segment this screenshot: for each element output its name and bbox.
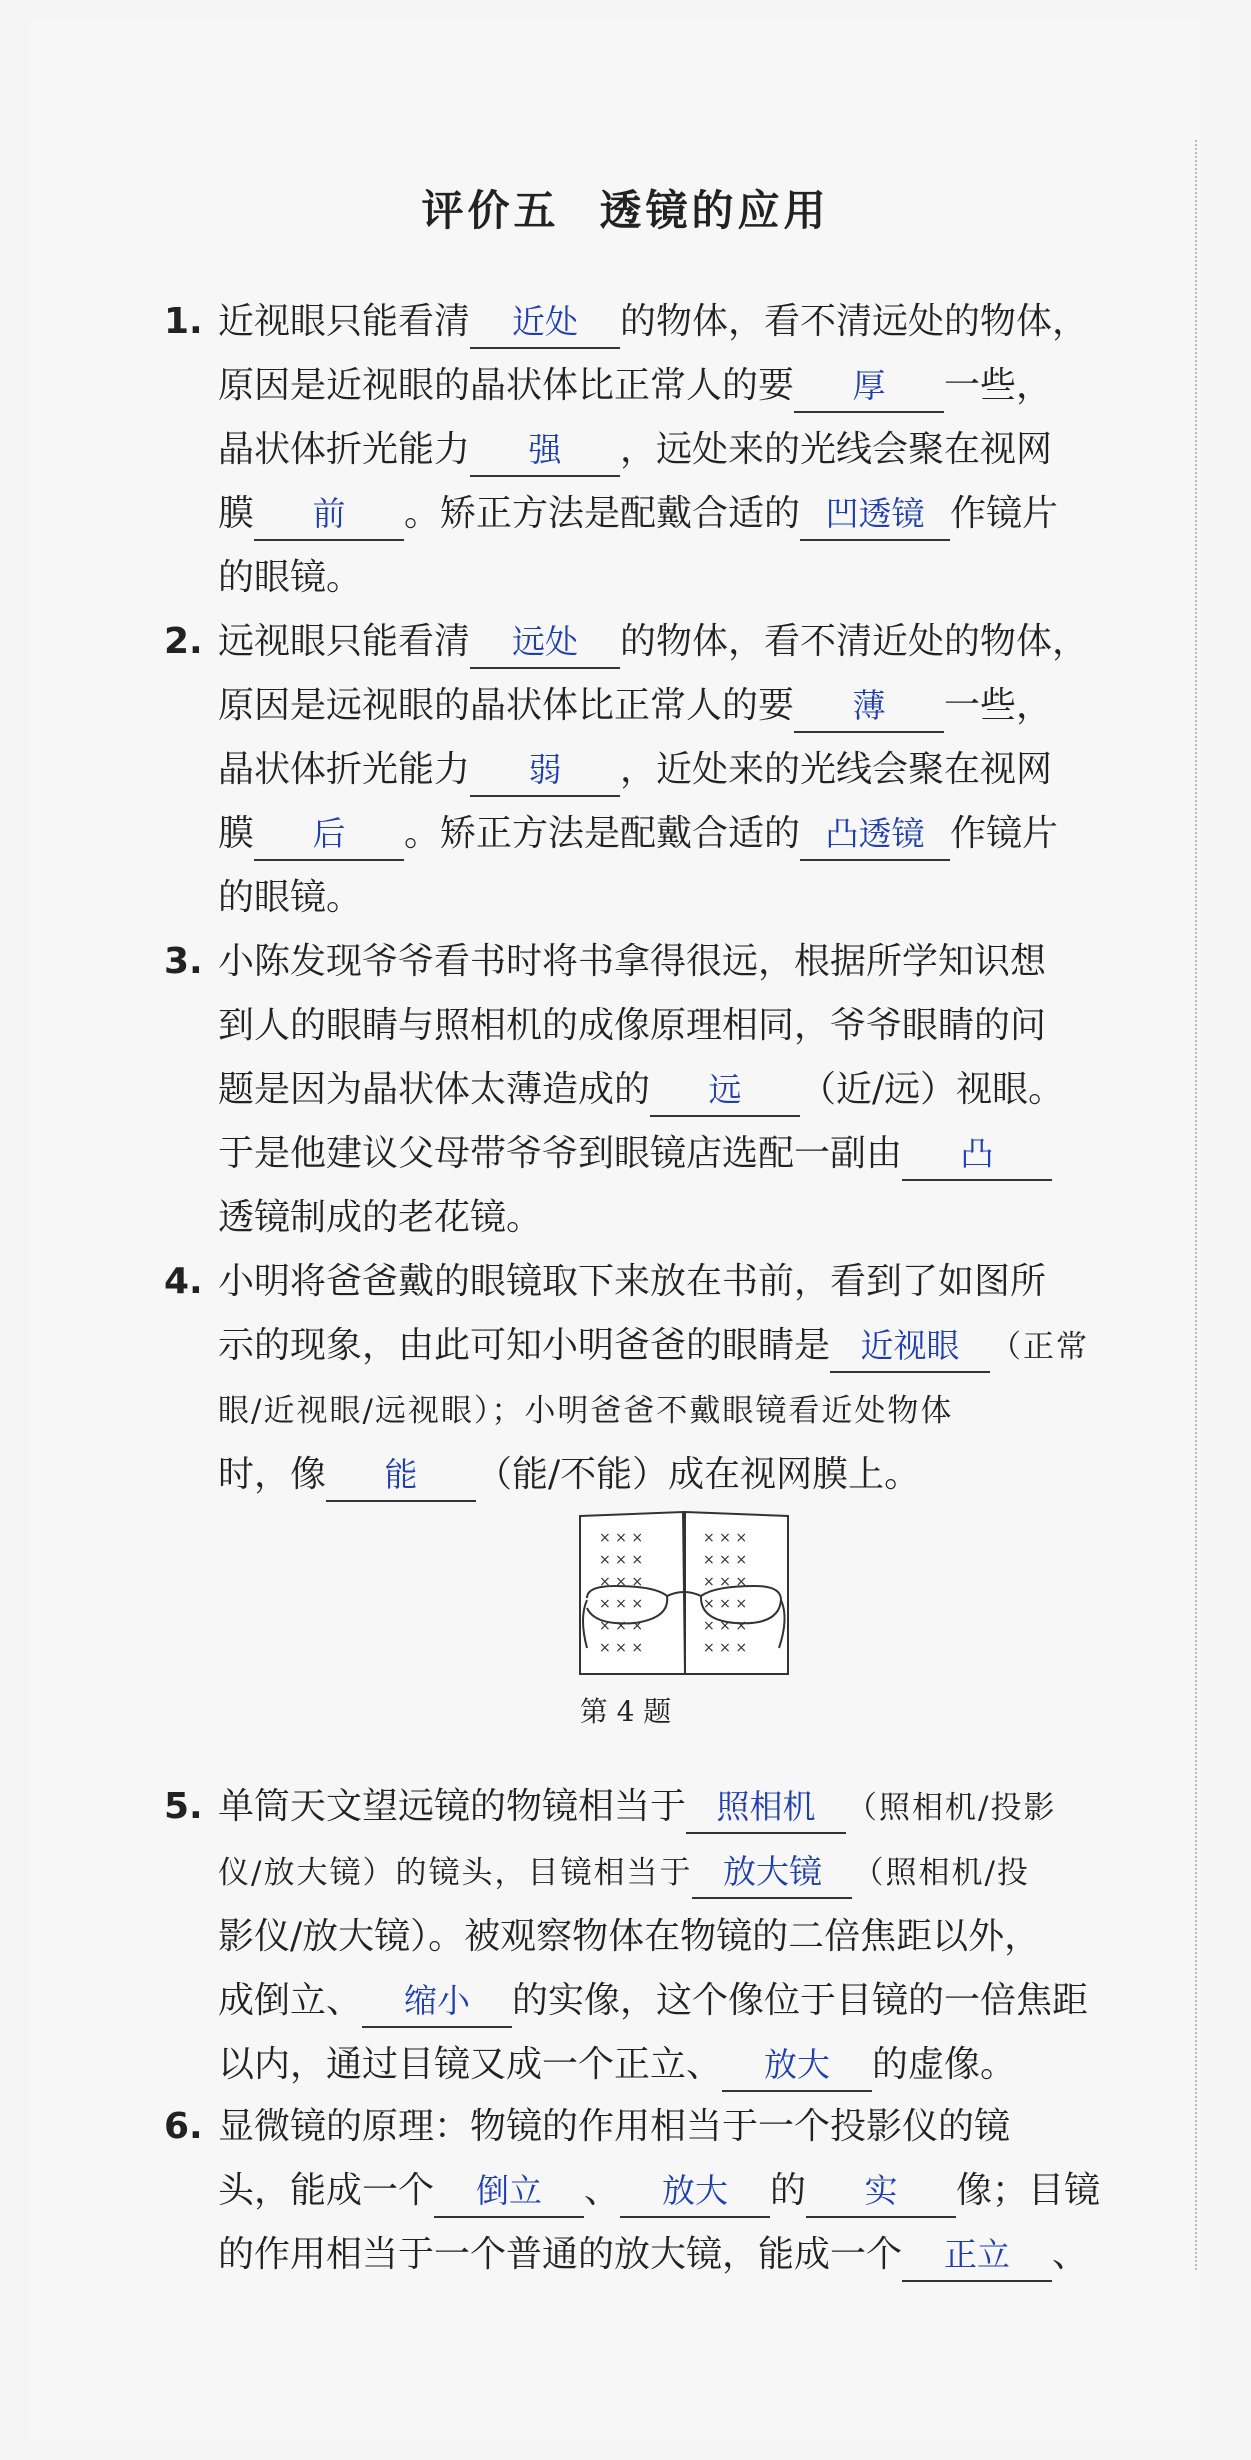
text: 单筒天文望远镜的物镜相当于 <box>218 1786 687 1827</box>
answer-blank[interactable] <box>722 2040 872 2092</box>
question-number: 5. <box>164 1786 203 1827</box>
answer: 凸透镜 <box>825 814 925 853</box>
answer-blank[interactable] <box>800 809 950 861</box>
answer: 实 <box>864 2171 898 2210</box>
question-3 <box>164 930 1148 1250</box>
answer: 近视眼 <box>860 1326 960 1365</box>
answer-blank[interactable] <box>470 425 620 477</box>
answer: 放大 <box>764 2045 831 2084</box>
answer-blank[interactable] <box>470 297 620 349</box>
text: （正常 <box>990 1329 1090 1365</box>
text: 仪/放大镜）的镜头，目镜相当于 <box>218 1855 693 1891</box>
text: 膜 <box>218 813 255 854</box>
text: ，近处来的光线会聚在视网 <box>620 749 1053 790</box>
answer: 薄 <box>852 686 886 725</box>
text: 一些， <box>944 685 1053 726</box>
text: 题是因为晶状体太薄造成的 <box>218 1069 651 1110</box>
title-part1: 评价五 <box>421 186 560 235</box>
svg-text:× × ×: × × × <box>599 1530 644 1546</box>
answer-blank[interactable] <box>800 489 950 541</box>
text: 晶状体折光能力 <box>218 749 471 790</box>
answer: 前 <box>312 494 346 533</box>
text: 到人的眼睛与照相机的成像原理相同，爷爷眼睛的问 <box>218 1005 1047 1046</box>
margin-dotted-line <box>1195 140 1197 2270</box>
text: 膜 <box>218 493 255 534</box>
answer: 强 <box>528 430 562 469</box>
text: 像；目镜 <box>956 2170 1101 2211</box>
svg-text:× × ×: × × × <box>703 1530 748 1546</box>
text: 小陈发现爷爷看书时将书拿得很远，根据所学知识想 <box>218 941 1047 982</box>
answer-blank[interactable] <box>434 2166 584 2218</box>
answer: 后 <box>312 814 346 853</box>
answer-blank[interactable] <box>470 745 620 797</box>
text: 的眼镜。 <box>218 877 363 918</box>
svg-text:× × ×: × × × <box>703 1618 748 1634</box>
question-6 <box>164 2095 1148 2287</box>
text: 、 <box>1052 2234 1089 2275</box>
text: 的作用相当于一个普通的放大镜，能成一个 <box>218 2234 903 2275</box>
text: 原因是远视眼的晶状体比正常人的要 <box>218 685 795 726</box>
book-glasses-figure <box>575 1508 795 1678</box>
svg-text:× × ×: × × × <box>599 1574 644 1590</box>
question-number: 6. <box>164 2106 203 2147</box>
answer-blank[interactable] <box>686 1782 846 1834</box>
answer: 近处 <box>512 302 579 341</box>
answer: 凸 <box>960 1134 994 1173</box>
svg-text:× × ×: × × × <box>703 1640 748 1656</box>
text: 作镜片 <box>950 493 1059 534</box>
answer-blank[interactable] <box>470 617 620 669</box>
text: 。矫正方法是配戴合适的 <box>404 813 801 854</box>
text: 一些， <box>944 365 1053 406</box>
page-title <box>0 178 1251 238</box>
question-4 <box>164 1250 1148 1507</box>
text: 原因是近视眼的晶状体比正常人的要 <box>218 365 795 406</box>
svg-text:× × ×: × × × <box>599 1640 644 1656</box>
title-part2: 透镜的应用 <box>599 186 830 235</box>
answer-blank[interactable] <box>254 489 404 541</box>
text: 的虚像。 <box>872 2044 1017 2085</box>
text: 远视眼只能看清 <box>218 621 471 662</box>
question-2 <box>164 610 1148 930</box>
answer-blank[interactable] <box>794 681 944 733</box>
text: 晶状体折光能力 <box>218 429 471 470</box>
question-number: 1. <box>164 301 203 342</box>
answer-blank[interactable] <box>620 2166 770 2218</box>
answer: 远 <box>708 1070 742 1109</box>
text: 时，像 <box>218 1454 327 1495</box>
question-5 <box>164 1775 1148 2097</box>
text: （照相机/投影 <box>846 1790 1057 1826</box>
question-number: 2. <box>164 621 203 662</box>
figure-caption: 第 4 题 <box>579 1695 672 1728</box>
text: （近/远）视眼。 <box>800 1069 1065 1110</box>
answer: 照相机 <box>716 1787 816 1826</box>
answer: 远处 <box>512 622 579 661</box>
text: 显微镜的原理：物镜的作用相当于一个投影仪的镜 <box>218 2106 1011 2147</box>
text: 的 <box>770 2170 807 2211</box>
answer-blank[interactable] <box>650 1065 800 1117</box>
text: 作镜片 <box>950 813 1059 854</box>
text: 的物体，看不清近处的物体， <box>620 621 1089 662</box>
text: 的实像，这个像位于目镜的一倍焦距 <box>512 1980 1089 2021</box>
question-1 <box>164 290 1148 610</box>
answer-blank[interactable] <box>830 1321 990 1373</box>
answer: 凹透镜 <box>825 494 925 533</box>
svg-text:× × ×: × × × <box>599 1552 644 1568</box>
text: 影仪/放大镜）。被观察物体在物镜的二倍焦距以外， <box>218 1916 1041 1957</box>
answer: 正立 <box>944 2235 1011 2274</box>
svg-text:× × ×: × × × <box>703 1596 748 1612</box>
answer-blank[interactable] <box>902 2230 1052 2282</box>
text: 透镜制成的老花镜。 <box>218 1197 543 1238</box>
text: ，远处来的光线会聚在视网 <box>620 429 1053 470</box>
answer: 能 <box>384 1455 418 1494</box>
question-number: 3. <box>164 941 203 982</box>
question-number: 4. <box>164 1261 203 1302</box>
text: 头，能成一个 <box>218 2170 435 2211</box>
answer-blank[interactable] <box>254 809 404 861</box>
answer: 弱 <box>528 750 562 789</box>
svg-text:× × ×: × × × <box>703 1552 748 1568</box>
answer: 放大 <box>662 2171 729 2210</box>
answer-blank[interactable] <box>692 1847 852 1899</box>
text: 于是他建议父母带爷爷到眼镜店选配一副由 <box>218 1133 903 1174</box>
text: 。矫正方法是配戴合适的 <box>404 493 801 534</box>
text: （照相机/投 <box>852 1855 1030 1891</box>
svg-text:× × ×: × × × <box>703 1574 748 1590</box>
text: 的物体，看不清远处的物体， <box>620 301 1089 342</box>
answer: 倒立 <box>476 2171 543 2210</box>
text: 以内，通过目镜又成一个正立、 <box>218 2044 723 2085</box>
answer-blank[interactable] <box>902 1129 1052 1181</box>
answer-blank[interactable] <box>794 361 944 413</box>
text: 、 <box>584 2170 621 2211</box>
answer-blank[interactable] <box>326 1450 476 1502</box>
text: 成倒立、 <box>218 1980 363 2021</box>
answer-blank[interactable] <box>362 1976 512 2028</box>
text: 小明将爸爸戴的眼镜取下来放在书前，看到了如图所 <box>218 1261 1047 1302</box>
svg-text:× × ×: × × × <box>599 1596 644 1612</box>
answer: 厚 <box>852 366 886 405</box>
text: 眼/近视眼/远视眼）；小明爸爸不戴眼镜看近处物体 <box>218 1393 954 1429</box>
text: （能/不能）成在视网膜上。 <box>476 1454 921 1495</box>
svg-text:× × ×: × × × <box>599 1618 644 1634</box>
text: 示的现象，由此可知小明爸爸的眼睛是 <box>218 1325 831 1366</box>
text: 的眼镜。 <box>218 557 363 598</box>
answer: 放大镜 <box>722 1852 822 1891</box>
text: 近视眼只能看清 <box>218 301 471 342</box>
answer-blank[interactable] <box>806 2166 956 2218</box>
answer: 缩小 <box>404 1981 471 2020</box>
